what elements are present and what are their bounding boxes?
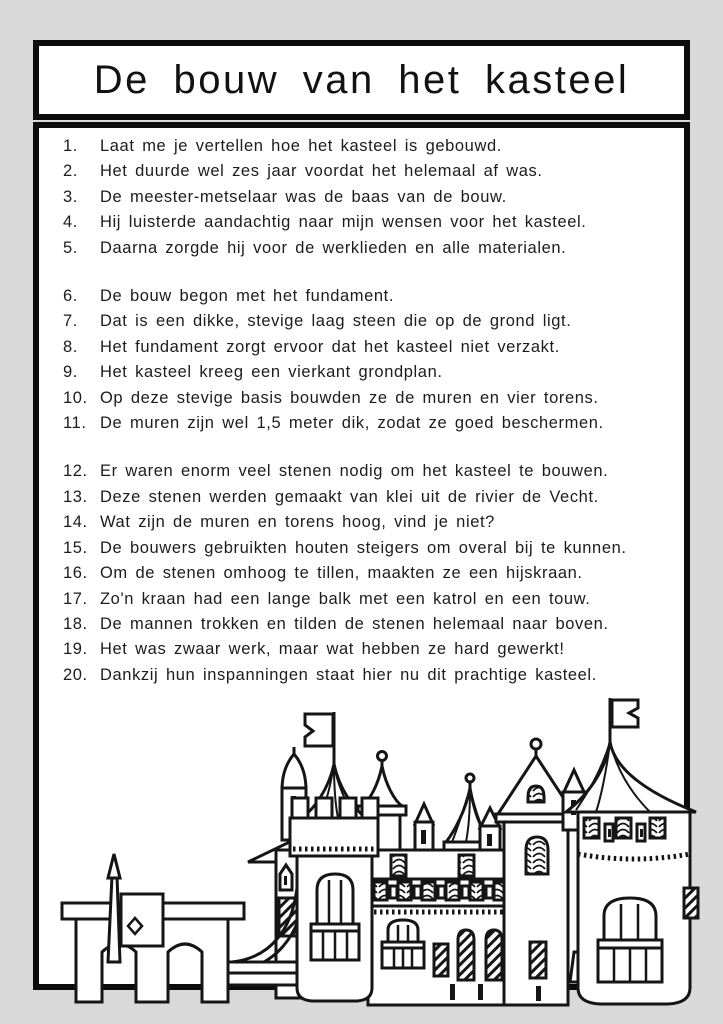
line-text: De bouwers gebruikten houten steigers om overal bij te kunnen. <box>100 538 627 557</box>
main-building <box>368 850 510 1005</box>
line-text: De bouw begon met het fundament. <box>100 287 395 306</box>
story-line <box>63 612 682 637</box>
line-text: Het duurde wel zes jaar voordat het helemaal af was. <box>100 162 543 181</box>
line-text: Het fundament zorgt ervoor dat het kasteel niet verzakt. <box>100 337 560 356</box>
line-text: Zo'n kraan had een lange balk met een katrol en een touw. <box>100 589 591 608</box>
boat-mast <box>108 854 163 962</box>
line-text: Daarna zorgde hij voor de werklieden en alle materialen. <box>100 238 567 257</box>
line-number: 8. <box>63 337 78 356</box>
story-line <box>63 159 682 184</box>
line-number: 5. <box>63 238 78 257</box>
line-text: Er waren enorm veel stenen nodig om het kasteel te bouwen. <box>100 462 609 481</box>
line-text: Om de stenen omhoog te tillen, maakten ze een hijskraan. <box>100 564 583 583</box>
line-number: 12. <box>63 462 88 481</box>
story-line <box>63 284 682 309</box>
story-line <box>63 637 682 662</box>
story-line <box>63 185 682 210</box>
line-text: De mannen trokken en tilden de stenen helemaal naar boven. <box>100 614 609 633</box>
line-number: 13. <box>63 487 88 506</box>
story-line <box>63 411 682 436</box>
line-text: Dat is een dikke, stevige laag steen die op de grond ligt. <box>100 312 572 331</box>
line-text: De meester-metselaar was de baas van de bouw. <box>100 187 507 206</box>
story-line <box>63 386 682 411</box>
story-line <box>63 309 682 334</box>
line-text: Deze stenen werden gemaakt van klei uit de rivier de Vecht. <box>100 487 599 506</box>
castle-illustration <box>0 690 723 1024</box>
line-number: 17. <box>63 589 88 608</box>
story-line <box>63 485 682 510</box>
story-line <box>63 360 682 385</box>
line-text: Het kasteel kreeg een vierkant grondplan. <box>100 363 443 382</box>
line-number: 9. <box>63 363 78 382</box>
title-box <box>33 40 690 120</box>
story-line <box>63 236 682 261</box>
line-number: 7. <box>63 312 78 331</box>
line-text: Wat zijn de muren en torens hoog, vind je niet? <box>100 513 495 532</box>
story-line <box>63 587 682 612</box>
line-text: De muren zijn wel 1,5 meter dik, zodat ze goed beschermen. <box>100 414 604 433</box>
line-number: 11. <box>63 414 87 433</box>
square-tower <box>496 739 576 1005</box>
line-number: 4. <box>63 213 78 232</box>
story-list <box>63 134 682 688</box>
line-number: 14. <box>63 513 88 532</box>
line-number: 6. <box>63 287 78 306</box>
line-text: Hij luisterde aandachtig naar mijn wensen voor het kasteel. <box>100 213 587 232</box>
line-number: 16. <box>63 564 88 583</box>
line-text: Op deze stevige basis bouwden ze de muren en vier torens. <box>100 388 599 407</box>
story-line <box>63 663 682 688</box>
story-line <box>63 210 682 235</box>
line-number: 1. <box>63 137 78 155</box>
line-number: 19. <box>63 640 88 659</box>
page-title: De bouw van het kasteel <box>93 57 630 102</box>
story-line <box>63 134 682 159</box>
line-number: 3. <box>63 187 78 206</box>
story-line <box>63 536 682 561</box>
story-line <box>63 459 682 484</box>
story-line <box>63 510 682 535</box>
line-number: 18. <box>63 614 88 633</box>
story-line <box>63 335 682 360</box>
left-round-tower <box>290 712 378 1001</box>
right-round-tower <box>566 698 698 1004</box>
line-number: 20. <box>63 665 88 684</box>
line-number: 10. <box>63 388 88 407</box>
line-text: Het was zwaar werk, maar wat hebben ze hard gewerkt! <box>100 640 565 659</box>
line-text: Dankzij hun inspanningen staat hier nu dit prachtige kasteel. <box>100 665 597 684</box>
line-number: 2. <box>63 162 78 181</box>
line-text: Laat me je vertellen hoe het kasteel is gebouwd. <box>100 137 502 155</box>
story-line <box>63 561 682 586</box>
line-number: 15. <box>63 538 88 557</box>
